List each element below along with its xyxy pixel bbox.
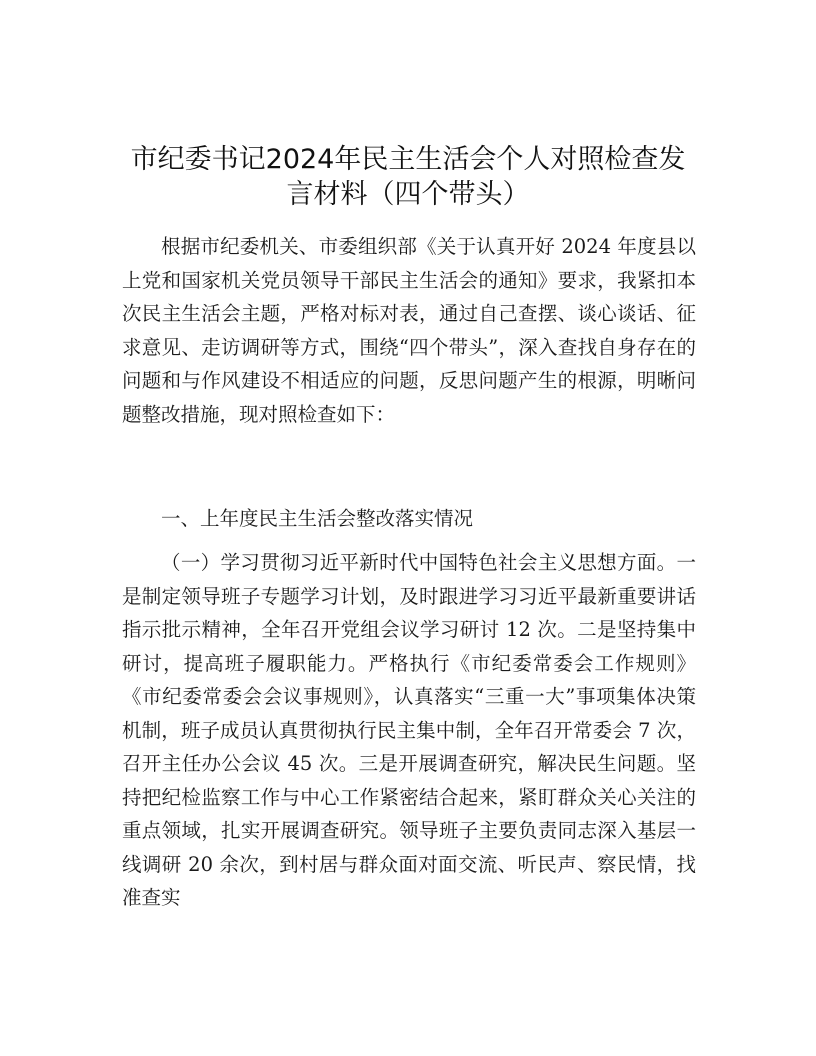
document-title	[110, 142, 706, 212]
title-line-2: 言材料（四个带头）	[286, 179, 530, 210]
intro-paragraph: 根据市纪委机关、市委组织部《关于认真开好 2024 年度县以上党和国家机关党员领导干部民主生活会的通知》要求，我紧扣本次民主生活会主题，严格对标对表，通过自己查摆、谈心谈话、征求意见、走访调研等方式，围绕“四个带头”，深入查找自身存在的问题和与作风建设不相适应的问题，反思问题产生的根源，明晰问题整改措施，现对照检查如下：	[122, 235, 696, 426]
title-line-1: 市纪委书记2024年民主生活会个人对照检查发	[130, 144, 686, 175]
section-heading-1: 一、上年度民主生活会整改落实情况	[161, 507, 474, 530]
section-1-paragraph: （一）学习贯彻习近平新时代中国特色社会主义思想方面。一是制定领导班子专题学习计划，及时跟进学习习近平最新重要讲话指示批示精神，全年召开党组会议学习研讨 12 次。二是坚持集中研讨，提高班子履职能力。严格执行《市纪委常委会工作规则》《市纪委常委会会议事规则》，认真落实“三重一大”事项集体决策机制，班子成员认真贯彻执行民主集中制，全年召开常委会 7 次，召开主任办公会议 45 次。三是开展调查研究，解决民生问题。坚持把纪检监察工作与中心工作紧密结合起来，紧盯群众关心关注的重点领域，扎实开展调查研究。领导班子主要负责同志深入基层一线调研 20 余次，到村居与群众面对面交流、听民声、察民情，找准查实	[122, 551, 696, 909]
